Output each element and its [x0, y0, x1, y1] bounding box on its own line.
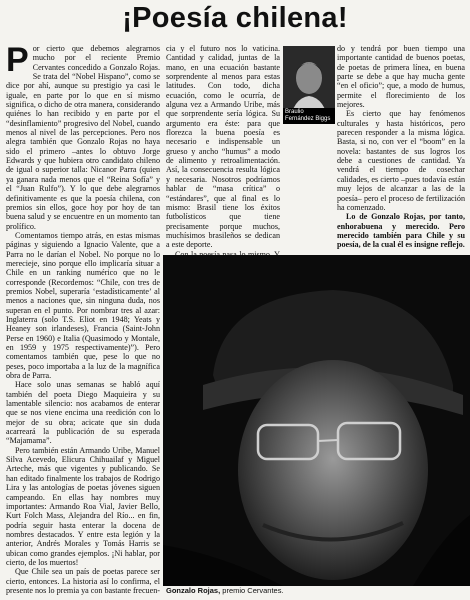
author-photo-caption: Braulio Fernández Biggs [283, 108, 335, 124]
caption-text: premio Cervantes. [220, 586, 284, 595]
column-3 [337, 44, 465, 250]
author-photo [283, 46, 335, 124]
paragraph: do y tendrá por buen tiempo una importante cantidad de buenos poetas, de poetas de primera línea, en buena parte se debe a que hay mucha gente “en el oficio”; que, a modo de humus, permite el florecimiento de los mejores. [337, 44, 465, 110]
paragraph-text: or cierto que debemos alegrarnos mucho por el reciente Premio Cervantes concedido a Gonzalo Rojas. Se trata del “Nobel Hispano”, como se dice por ahí, aunque su prestigio ya casi le iguale, en parte por lo que en sí mismo significa, o dicho de otra manera, considerando quiénes lo han recibido y en parte por el “desinflamiento” progresivo del Nobel, cuando menos al nivel de las percepciones. Pero nos alegra también que Gonzalo Rojas no haya sido el primero –antes lo obtuvo Jorge Edwards y que hubiera otro candidato chileno de igual o superior talla: Nicanor Parra (quien ya ganara nada menos que el “Reina Sofía” y el “Juan Rulfo”). Y lo que debe alegrarnos definitivamente es que la poesía chilena, con premios sin ellos, goce hoy por hoy de tan buena salud y se encuentre en un momento tan prolífico. [6, 44, 160, 231]
column-2 [166, 44, 280, 250]
main-photo-caption [166, 586, 284, 595]
paragraph: Hace solo unas semanas se habló aquí también del poeta Diego Maquieira y su lamentable silencio: nos acabamos de enterar que se nos viene encima una reedición con lo mejor de su obra; acicate que sin duda acarreará la publicación de su esperada “Majamama”. [6, 380, 160, 446]
caption-name: Gonzalo Rojas, [166, 586, 221, 595]
main-photo [163, 255, 470, 586]
drop-cap: P [6, 41, 29, 79]
gonzalo-rojas-portrait-image [163, 255, 470, 586]
column-1 [6, 41, 160, 596]
paragraph: Pero también están Armando Uribe, Manuel Silva Acevedo, Elicura Chihuailaf y Miguel Arteche, más que vigentes y publicando. Se han editado finalmente los trabajos de Rodrigo Lira y las antologías de poetas jóvenes siguen campeando. En ellas hay nombres muy importantes: Armando Roa Vial, Javier Bello, Kurt Folch Mass, Alejandra del Río... en fin, podría seguir hasta enterar la docena de nombres destacados. Y entre esta legión y la anterior, Andrés Morales y Tomás Harris se ubican como grandes ejemplos. ¡Ni hablar, por cierto, de los muertos! [6, 445, 160, 567]
paragraph: cia y el futuro nos lo vaticina. Cantidad y calidad, juntas de la mano, en una ecuación bastante sorprendente al menos para estas latitudes. Con todo, dicha ecuación, como le ocurría, de alguna vez a Armando Uribe, más que sorprendente sería lógica. Su argumento era éste: para que florezca la buena poesía es necesario e indispensable un grueso y ancho “humus” a modo de alimento y retroalimentación. Así, la consecuencia resulta lógica y necesaria. Nosotros podríamos hablar de “masa crítica” o “estándares”, que al final es lo mismo: Brasil tiene los éxitos futbolísticos que tiene precisamente porque muchos, muchísimos brasileños se dedican a este deporte. [166, 44, 280, 250]
paragraph: Comentamos tiempo atrás, en estas mismas páginas y siguiendo a Ignacio Valente, que a Parra no le darían el Nobel. No porque no lo merecieje, sino porque ello implicaría situar a Chile en un ranking numérico que no le corresponde (Recordemos: “Chile, con tres de premios Nobel, superaría ‘estadísticamente’ al menos a naciones que, sin ninguna duda, nos superan en el punto. Por nombrar tres al azar: Inglaterra (solo T.S. Eliot en 1948; Yeats y Heaney son irlandeses), Francia (Saint-John Perse en 1960) e Italia (Quasimodo y Montale, en 1959 y 1975 respectivamente)”). Pero comentamos también que, pese lo que no peses, poco importaba a la luz de la magnífica obra de Parra. [6, 230, 160, 381]
paragraph: Lo de Gonzalo Rojas, por tanto, enhorabuena y merecido. Pero merecido también para Chile y su poesía, de la cual él es insigne reflejo. [337, 212, 465, 250]
paragraph: Es cierto que hay fenómenos culturales y hasta históricos, pero parecen responder a la misma lógica. Basta, si no, con ver el “boom” en la novela: bastantes de sus logros los debe a cuestiones de cantidad. Ya vendrá el tiempo de cosechar calidades, es cierto –pues todavía están muy lejos de alcanzar a las de la poesía– pero el proceso de fertilización ha comenzado. [337, 109, 465, 212]
article-title: ¡Poesía chilena! [122, 2, 348, 34]
paragraph: Que Chile sea un país de poetas parece ser cierto, entonces. La historia así lo confirma, el presente nos lo premia ya con bastante frecuen- [6, 567, 160, 595]
paragraph [6, 41, 160, 231]
